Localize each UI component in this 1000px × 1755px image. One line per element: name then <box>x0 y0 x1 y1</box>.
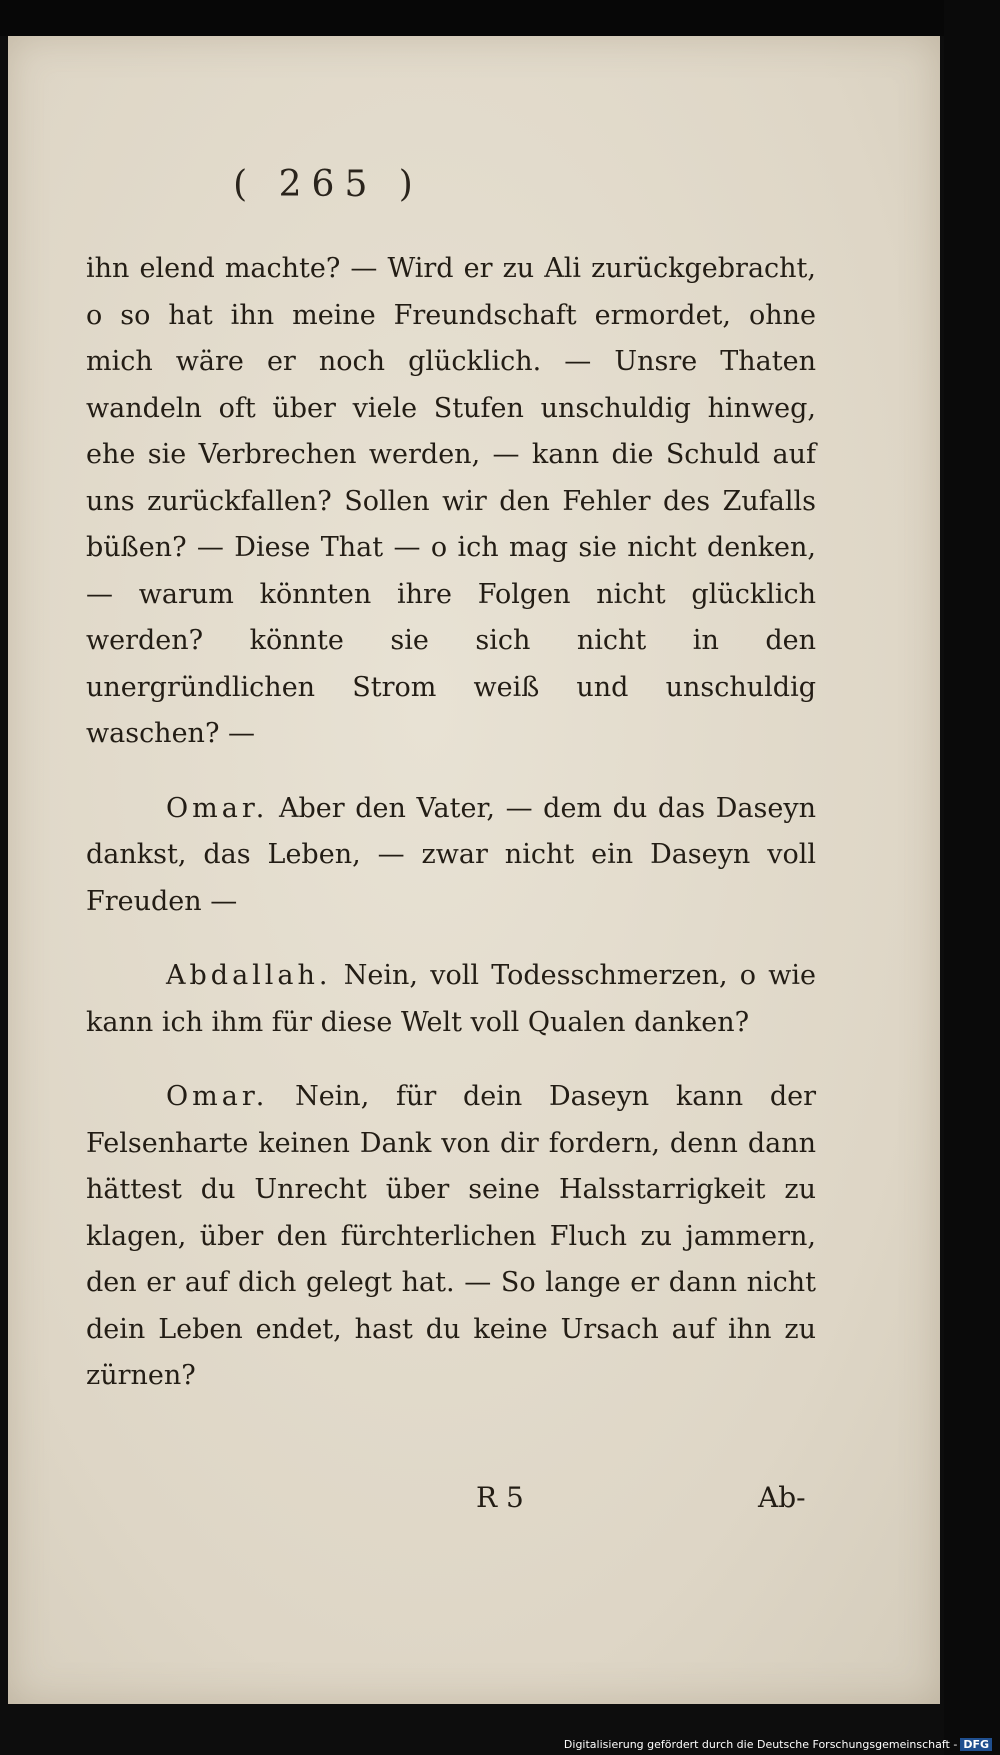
speaker-name: Abdallah. <box>166 960 332 991</box>
speech-paragraph <box>86 1074 816 1400</box>
paragraph-text: ihn elend machte? — Wird er zu Ali zurückgebracht, o so hat ihn meine Freundschaft ermordet, ohne mich wäre er noch glücklich. — Unsre Thaten wandeln oft über viele Stufen unschuldig hinweg, ehe sie Verbrechen werden, — kann die Schuld auf uns zurückfallen? Sollen wir den Fehler des Zufalls büßen? — Diese That — o ich mag sie nicht denken, — warum könnten ihre Folgen nicht glücklich werden? könnte sie sich nicht in den unergründlichen Strom weiß und unschuldig waschen? — <box>86 253 816 749</box>
scan-border-right <box>944 0 1000 1755</box>
page-text <box>86 246 816 1400</box>
catchword: Ab- <box>758 1481 806 1514</box>
speech-paragraph <box>86 953 816 1046</box>
signature-mark: R 5 <box>476 1481 524 1514</box>
page-number: ( 265 ) <box>233 164 423 205</box>
digitization-credit <box>564 1738 992 1751</box>
scan-border-top <box>0 0 1000 36</box>
speech-text: Nein, für dein Daseyn kann der Felsenharte keinen Dank von dir fordern, denn dann hättest du Unrecht über seine Halsstarrigkeit zu klagen, über den fürchterlichen Fluch zu jammern, den er auf dich gelegt hat. — So lange er dann nicht dein Leben endet, hast du keine Ursach auf ihn zu zürnen? <box>86 1081 816 1391</box>
page-footer <box>8 1481 940 1531</box>
speaker-name: Omar. <box>166 1081 269 1112</box>
paragraph <box>86 246 816 758</box>
credit-text: Digitalisierung gefördert durch die Deutsche Forschungsgemeinschaft - <box>563 1738 958 1751</box>
speech-paragraph <box>86 786 816 926</box>
speech-text: Aber den Vater, — dem du das Daseyn dankst, das Leben, — zwar nicht ein Daseyn voll Freuden — <box>86 792 816 917</box>
book-page <box>8 36 940 1704</box>
dfg-logo: DFG <box>960 1738 992 1751</box>
speech-text: Nein, voll Todesschmerzen, o wie kann ich ihm für diese Welt voll Qualen danken? <box>86 960 816 1038</box>
speaker-name: Omar. <box>166 792 269 824</box>
